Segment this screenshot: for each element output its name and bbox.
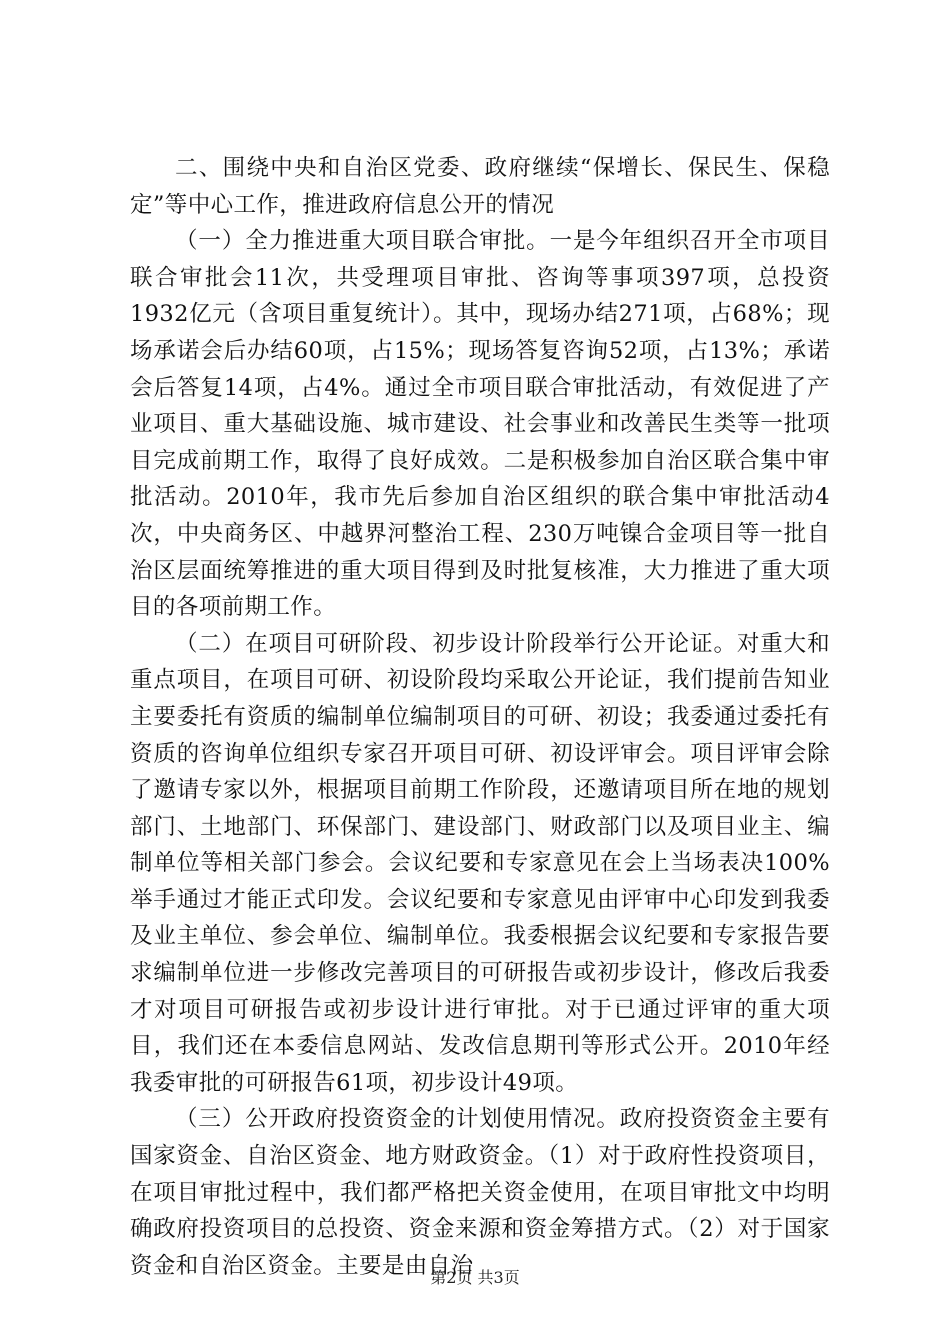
- paragraph-section-three: （三）公开政府投资资金的计划使用情况。政府投资资金主要有国家资金、自治区资金、地方财政资金。（1）对于政府性投资项目，在项目审批过程中，我们都严格把关资金使用，在项目审批文中均明确政府投资项目的总投资、资金来源和资金筹措方式。（2）对于国家资金和自治区资金。主要是由自治: [130, 1106, 830, 1279]
- document-body: [130, 150, 830, 1284]
- paragraph-section-one: （一）全力推进重大项目联合审批。一是今年组织召开全市项目联合审批会11次，共受理项目审批、咨询等事项397项，总投资1932亿元（含项目重复统计）。其中，现场办结271项，占68%；现场承诺会后办结60项，占15%；现场答复咨询52项，占13%；承诺会后答复14项，占4%。通过全市项目联合审批活动，有效促进了产业项目、重大基础设施、城市建设、社会事业和改善民生类等一批项目完成前期工作，取得了良好成效。二是积极参加自治区联合集中审批活动。2010年，我市先后参加自治区组织的联合集中审批活动4次，中央商务区、中越界河整治工程、230万吨镍合金项目等一批自治区层面统筹推进的重大项目得到及时批复核准，大力推进了重大项目的各项前期工作。: [130, 228, 830, 621]
- paragraph-section-two: （二）在项目可研阶段、初步设计阶段举行公开论证。对重大和重点项目，在项目可研、初设阶段均采取公开论证，我们提前告知业主要委托有资质的编制单位编制项目的可研、初设；我委通过委托有资质的咨询单位组织专家召开项目可研、初设评审会。项目评审会除了邀请专家以外，根据项目前期工作阶段，还邀请项目所在地的规划部门、土地部门、环保部门、建设部门、财政部门以及项目业主、编制单位等相关部门参会。会议纪要和专家意见在会上当场表决100%举手通过才能正式印发。会议纪要和专家意见由评审中心印发到我委及业主单位、参会单位、编制单位。我委根据会议纪要和专家报告要求编制单位进一步修改完善项目的可研报告或初步设计，修改后我委才对项目可研报告或初步设计进行审批。对于已通过评审的重大项目，我们还在本委信息网站、发改信息期刊等形式公开。2010年经我委审批的可研报告61项，初步设计49项。: [130, 630, 830, 1096]
- page-footer: 第2页 共3页: [430, 1268, 520, 1287]
- paragraph-heading-two: 二、围绕中央和自治区党委、政府继续“保增长、保民生、保稳定”等中心工作，推进政府信息公开的情况: [130, 155, 830, 218]
